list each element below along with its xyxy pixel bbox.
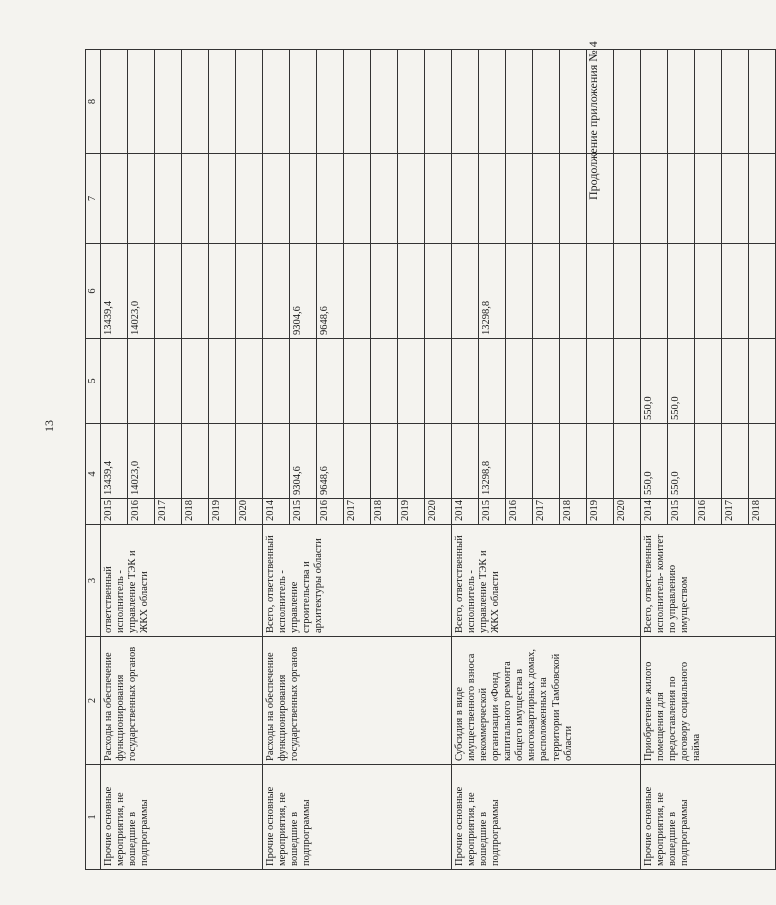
expense-description-cell: Расходы на обеспечение функционирования государственных органов: [101, 637, 263, 765]
value-cell-c6: [371, 244, 398, 339]
value-cell-c7: [101, 154, 128, 244]
value-cell-c5: [695, 339, 722, 424]
value-cell-c6: [695, 244, 722, 339]
value-cell-c5: [263, 339, 290, 424]
year-cell: 2015: [101, 499, 128, 525]
year-cell: 2016: [317, 499, 344, 525]
value-cell-c4: [452, 424, 479, 499]
program-table: [85, 49, 776, 870]
value-cell-c6: [263, 244, 290, 339]
value-cell-c4: [344, 424, 371, 499]
value-cell-c5: [182, 339, 209, 424]
value-cell-c4: [236, 424, 263, 499]
value-cell-c8: [128, 50, 155, 154]
year-cell: 2018: [749, 499, 776, 525]
value-cell-c5: [155, 339, 182, 424]
value-cell-c4: [749, 424, 776, 499]
value-cell-c8: [695, 50, 722, 154]
value-cell-c8: [533, 50, 560, 154]
value-cell-c7: [371, 154, 398, 244]
value-cell-c6: [452, 244, 479, 339]
value-cell-c7: [695, 154, 722, 244]
value-cell-c8: [722, 50, 749, 154]
value-cell-c7: [263, 154, 290, 244]
value-cell-c7: [506, 154, 533, 244]
year-cell: 2020: [236, 499, 263, 525]
value-cell-c8: [641, 50, 668, 154]
year-cell: 2018: [182, 499, 209, 525]
value-cell-c5: [587, 339, 614, 424]
executor-cell: ответственный исполнитель - управление ТЭК и ЖКХ области: [101, 525, 263, 637]
year-cell: 2016: [128, 499, 155, 525]
value-cell-c4: [587, 424, 614, 499]
value-cell-c6: [533, 244, 560, 339]
value-cell-c7: [722, 154, 749, 244]
value-cell-c8: [263, 50, 290, 154]
column-number: 8: [86, 50, 101, 154]
value-cell-c6: 14023,0: [128, 244, 155, 339]
value-cell-c4: [506, 424, 533, 499]
value-cell-c7: [641, 154, 668, 244]
table-row: [263, 50, 290, 870]
value-cell-c5: [614, 339, 641, 424]
value-cell-c4: [155, 424, 182, 499]
value-cell-c4: 13298,8: [479, 424, 506, 499]
value-cell-c5: [479, 339, 506, 424]
value-cell-c8: [668, 50, 695, 154]
value-cell-c6: [722, 244, 749, 339]
value-cell-c5: 550,0: [668, 339, 695, 424]
year-cell: 2014: [641, 499, 668, 525]
year-cell: 2015: [479, 499, 506, 525]
value-cell-c7: [452, 154, 479, 244]
value-cell-c4: [533, 424, 560, 499]
year-cell: 2017: [155, 499, 182, 525]
value-cell-c5: [749, 339, 776, 424]
value-cell-c8: [479, 50, 506, 154]
value-cell-c8: [506, 50, 533, 154]
year-cell: 2014: [263, 499, 290, 525]
value-cell-c4: [182, 424, 209, 499]
value-cell-c7: [236, 154, 263, 244]
value-cell-c7: [155, 154, 182, 244]
value-cell-c7: [290, 154, 317, 244]
column-number-row: [86, 50, 101, 870]
value-cell-c5: [209, 339, 236, 424]
year-cell: 2018: [371, 499, 398, 525]
value-cell-c6: [641, 244, 668, 339]
value-cell-c6: [155, 244, 182, 339]
value-cell-c4: 13439,4: [101, 424, 128, 499]
value-cell-c8: [155, 50, 182, 154]
table-row: [101, 50, 128, 870]
value-cell-c6: [668, 244, 695, 339]
year-cell: 2020: [614, 499, 641, 525]
year-cell: 2019: [398, 499, 425, 525]
year-cell: 2019: [587, 499, 614, 525]
table-row: [452, 50, 479, 870]
value-cell-c4: [209, 424, 236, 499]
column-number: 2: [86, 637, 101, 765]
value-cell-c5: [128, 339, 155, 424]
year-cell: 2016: [506, 499, 533, 525]
year-cell: 2015: [668, 499, 695, 525]
value-cell-c7: [398, 154, 425, 244]
year-cell: 2017: [533, 499, 560, 525]
value-cell-c8: [209, 50, 236, 154]
column-number: 1: [86, 765, 101, 870]
value-cell-c4: 550,0: [668, 424, 695, 499]
year-cell: 2020: [425, 499, 452, 525]
value-cell-c5: [452, 339, 479, 424]
value-cell-c6: [209, 244, 236, 339]
executor-cell: Всего, ответственный исполнитель - управление ТЭК и ЖКХ области: [452, 525, 641, 637]
value-cell-c8: [371, 50, 398, 154]
value-cell-c4: 550,0: [641, 424, 668, 499]
value-cell-c6: 9304,6: [290, 244, 317, 339]
value-cell-c8: [101, 50, 128, 154]
executor-cell: Всего, ответственный исполнитель - управление строительства и архитектуры области: [263, 525, 452, 637]
value-cell-c8: [425, 50, 452, 154]
value-cell-c4: [371, 424, 398, 499]
year-cell: 2015: [290, 499, 317, 525]
value-cell-c8: [749, 50, 776, 154]
value-cell-c4: [425, 424, 452, 499]
value-cell-c4: 9304,6: [290, 424, 317, 499]
value-cell-c6: [398, 244, 425, 339]
value-cell-c5: [506, 339, 533, 424]
value-cell-c6: 9648,6: [317, 244, 344, 339]
value-cell-c7: [317, 154, 344, 244]
expense-description-cell: Расходы на обеспечение функционирования государственных органов: [263, 637, 452, 765]
event-name-cell: Прочие основные мероприятия, не вошедшие в подпрограммы: [101, 765, 263, 870]
column-number: 4: [86, 424, 101, 525]
event-name-cell: Прочие основные мероприятия, не вошедшие в подпрограммы: [263, 765, 452, 870]
value-cell-c5: [371, 339, 398, 424]
value-cell-c7: [749, 154, 776, 244]
value-cell-c6: [182, 244, 209, 339]
value-cell-c5: [533, 339, 560, 424]
value-cell-c4: [263, 424, 290, 499]
value-cell-c6: [506, 244, 533, 339]
expense-description-cell: Субсидия в виде имущественного взноса некоммерческой организации «Фонд капитального ремонта общего имущества в многоквартирных домах, расположенных на территории Тамбовской области: [452, 637, 641, 765]
value-cell-c6: [344, 244, 371, 339]
value-cell-c7: [128, 154, 155, 244]
value-cell-c6: 13298,8: [479, 244, 506, 339]
value-cell-c5: [398, 339, 425, 424]
value-cell-c5: [317, 339, 344, 424]
event-name-cell: Прочие основные мероприятия, не вошедшие в подпрограммы: [641, 765, 776, 870]
executor-cell: Всего, ответственный исполнитель- комитет по управлению имуществом: [641, 525, 776, 637]
value-cell-c4: 9648,6: [317, 424, 344, 499]
value-cell-c4: 14023,0: [128, 424, 155, 499]
value-cell-c5: [290, 339, 317, 424]
value-cell-c7: [533, 154, 560, 244]
value-cell-c4: [560, 424, 587, 499]
value-cell-c5: [101, 339, 128, 424]
value-cell-c8: [236, 50, 263, 154]
value-cell-c6: [587, 244, 614, 339]
year-cell: 2017: [344, 499, 371, 525]
value-cell-c8: [182, 50, 209, 154]
value-cell-c8: [290, 50, 317, 154]
column-number: 7: [86, 154, 101, 244]
value-cell-c4: [722, 424, 749, 499]
value-cell-c5: 550,0: [641, 339, 668, 424]
value-cell-c4: [398, 424, 425, 499]
value-cell-c7: [668, 154, 695, 244]
year-cell: 2018: [560, 499, 587, 525]
value-cell-c5: [236, 339, 263, 424]
year-cell: 2019: [209, 499, 236, 525]
value-cell-c5: [560, 339, 587, 424]
value-cell-c7: [479, 154, 506, 244]
value-cell-c8: [317, 50, 344, 154]
appendix-continuation-note: Продолжение приложения № 4: [586, 41, 600, 200]
value-cell-c6: 13439,4: [101, 244, 128, 339]
value-cell-c8: [587, 50, 614, 154]
value-cell-c6: [614, 244, 641, 339]
column-number: 5: [86, 339, 101, 424]
value-cell-c5: [722, 339, 749, 424]
year-cell: 2016: [695, 499, 722, 525]
value-cell-c8: [452, 50, 479, 154]
value-cell-c7: [614, 154, 641, 244]
value-cell-c5: [344, 339, 371, 424]
value-cell-c6: [560, 244, 587, 339]
year-cell: 2014: [452, 499, 479, 525]
value-cell-c7: [560, 154, 587, 244]
column-number: 6: [86, 244, 101, 339]
value-cell-c7: [182, 154, 209, 244]
value-cell-c7: [209, 154, 236, 244]
rotated-table-container: [85, 50, 762, 870]
value-cell-c8: [398, 50, 425, 154]
year-cell: 2017: [722, 499, 749, 525]
page-number: 13: [42, 420, 56, 432]
event-name-cell: Прочие основные мероприятия, не вошедшие в подпрограммы: [452, 765, 641, 870]
value-cell-c6: [236, 244, 263, 339]
value-cell-c4: [614, 424, 641, 499]
value-cell-c6: [425, 244, 452, 339]
value-cell-c7: [587, 154, 614, 244]
value-cell-c8: [560, 50, 587, 154]
value-cell-c4: [695, 424, 722, 499]
expense-description-cell: Приобретение жилого помещения для предоставления по договору социального найма: [641, 637, 776, 765]
value-cell-c6: [749, 244, 776, 339]
value-cell-c5: [425, 339, 452, 424]
value-cell-c7: [344, 154, 371, 244]
table-row: [641, 50, 668, 870]
column-number: 3: [86, 525, 101, 637]
value-cell-c8: [344, 50, 371, 154]
value-cell-c8: [614, 50, 641, 154]
value-cell-c7: [425, 154, 452, 244]
